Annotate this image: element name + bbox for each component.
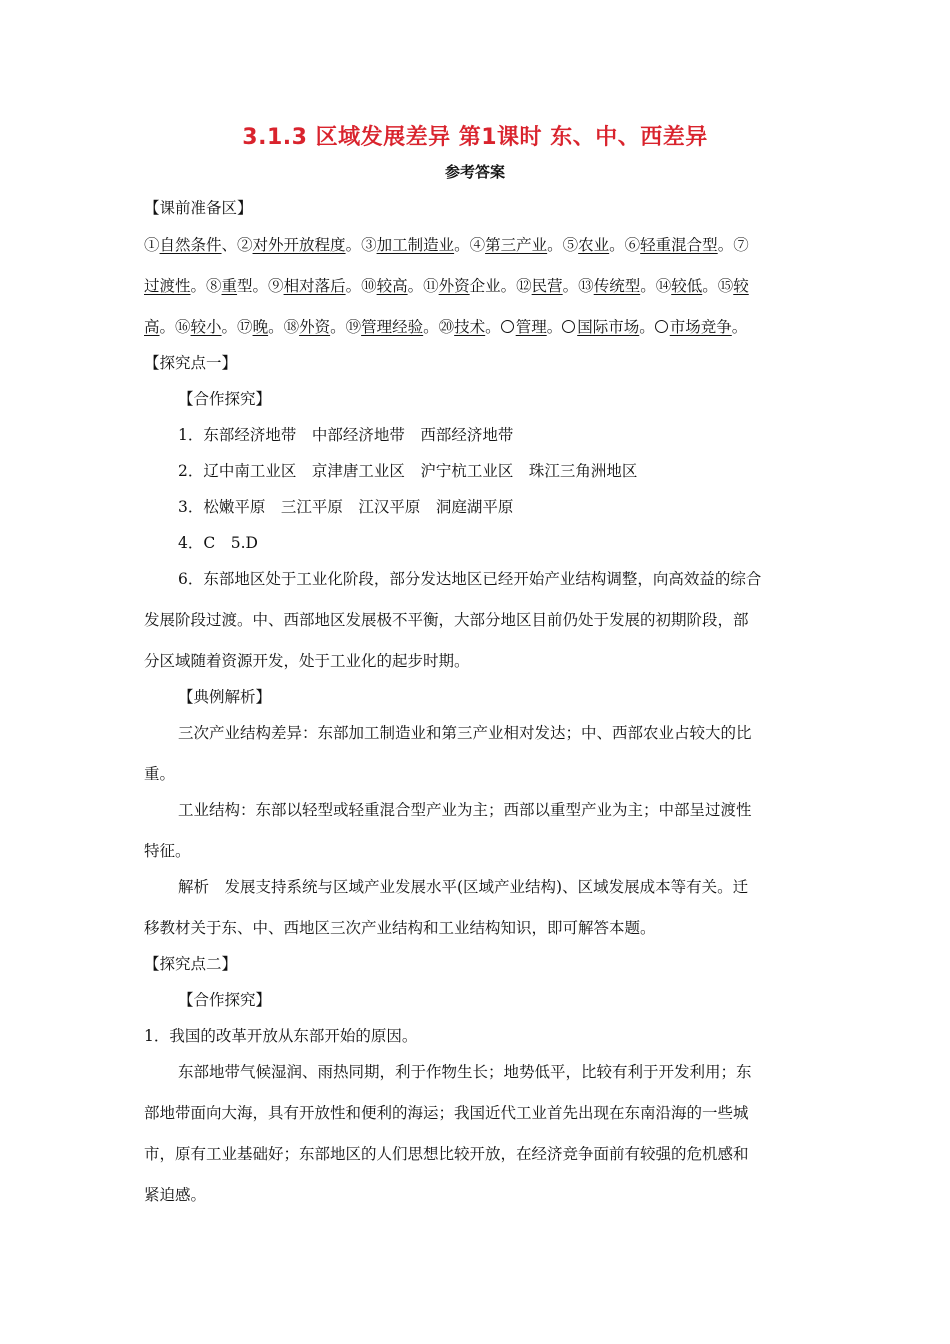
underlined-answer: 外资 xyxy=(299,318,331,336)
answer-line-1 xyxy=(144,233,749,255)
underlined-answer: 较低 xyxy=(671,277,703,295)
underlined-answer: 国际市场 xyxy=(577,318,640,336)
underlined-answer: 市场竞争 xyxy=(669,318,732,336)
circle-marker-icon xyxy=(562,320,575,333)
underlined-answer: 相对落后 xyxy=(283,277,346,295)
paragraph-line: 部地带面向大海，具有开放性和便利的海运；我国近代工业首先出现在东南沿海的一些城 xyxy=(144,1104,749,1122)
answer-text: 。 xyxy=(485,318,501,336)
answer-text: 。③ xyxy=(345,236,377,254)
section-heading-point1: 【探究点一】 xyxy=(144,354,238,372)
underlined-answer: 管理 xyxy=(515,318,547,336)
answer-text: 。 xyxy=(546,318,563,336)
answer-text: 。⑧ xyxy=(190,277,222,295)
list-item: 3．松嫩平原 三江平原 江汉平原 洞庭湖平原 xyxy=(178,498,514,516)
underlined-answer: 过渡性 xyxy=(144,277,191,295)
underlined-answer: 自然条件 xyxy=(159,236,222,254)
paragraph-line: 市，原有工业基础好；东部地区的人们思想比较开放，在经济竞争面前有较强的危机感和 xyxy=(144,1145,749,1163)
subheading-cooperative-2: 【合作探究】 xyxy=(178,991,272,1009)
paragraph-line: 三次产业结构差异：东部加工制造业和第三产业相对发达；中、西部农业占较大的比 xyxy=(178,724,752,742)
section-heading-point2: 【探究点二】 xyxy=(144,955,238,973)
paragraph-line: 特征。 xyxy=(144,842,191,860)
answer-text: 。④ xyxy=(454,236,486,254)
list-item: 2．辽中南工业区 京津唐工业区 沪宁杭工业区 珠江三角洲地区 xyxy=(178,462,638,480)
list-item: 1．东部经济地带 中部经济地带 西部经济地带 xyxy=(178,426,514,444)
underlined-answer: 第三产业 xyxy=(485,236,548,254)
underlined-answer: 技术 xyxy=(454,318,486,336)
paragraph-line: 紧迫感。 xyxy=(144,1186,207,1204)
answer-text: 。⑲ xyxy=(330,318,362,336)
list-item: 4．C 5.D xyxy=(178,534,258,552)
paragraph-line: 工业结构：东部以轻型或轻重混合型产业为主；西部以重型产业为主；中部呈过渡性 xyxy=(178,801,752,819)
answer-line-2 xyxy=(144,274,749,296)
underlined-answer: 对外开放程度 xyxy=(252,236,346,254)
answer-text: 企业。⑫ xyxy=(469,277,532,295)
answer-6-line-1: 6．东部地区处于工业化阶段，部分发达地区已经开始产业结构调整，向高效益的综合 xyxy=(178,570,762,588)
answer-text: 。⑮ xyxy=(702,277,734,295)
paragraph-line: 解析 发展支持系统与区域产业发展水平(区域产业结构)、区域发展成本等有关。迁 xyxy=(178,878,749,896)
underlined-answer: 外资 xyxy=(438,277,470,295)
answer-text: 。⑰ xyxy=(221,318,253,336)
paragraph-line: 移教材关于东、中、西地区三次产业结构和工业结构知识，即可解答本题。 xyxy=(144,919,656,937)
answer-text: 。⑪ xyxy=(407,277,439,295)
section-heading-prep: 【课前准备区】 xyxy=(144,199,253,217)
answer-text: 。⑥ xyxy=(609,236,641,254)
underlined-answer: 民营 xyxy=(531,277,563,295)
answer-text: 。⑳ xyxy=(423,318,455,336)
underlined-answer: 较 xyxy=(733,277,749,295)
paragraph-line: 东部地带气候湿润、雨热同期，利于作物生长；地势低平，比较有利于开发利用；东 xyxy=(178,1063,752,1081)
question-1: 1．我国的改革开放从东部开始的原因。 xyxy=(144,1027,418,1045)
answer-text: 。⑦ xyxy=(717,236,749,254)
subheading-cooperative: 【合作探究】 xyxy=(178,390,272,408)
circle-marker-icon xyxy=(655,320,668,333)
answer-6-line-2: 发展阶段过渡。中、西部地区发展极不平衡，大部分地区目前仍处于发展的初期阶段，部 xyxy=(144,611,749,629)
answer-text: 型。⑨ xyxy=(237,277,284,295)
answer-subtitle: 参考答案 xyxy=(444,163,505,181)
underlined-answer: 加工制造业 xyxy=(376,236,455,254)
answer-text: 。⑭ xyxy=(640,277,672,295)
underlined-answer: 较高 xyxy=(376,277,408,295)
answer-text: 。⑤ xyxy=(547,236,579,254)
underlined-answer: 管理经验 xyxy=(361,318,424,336)
underlined-answer: 高 xyxy=(144,318,160,336)
answer-line-3 xyxy=(144,315,747,337)
answer-6-line-3: 分区域随着资源开发，处于工业化的起步时期。 xyxy=(144,652,470,670)
underlined-answer: 较小 xyxy=(190,318,222,336)
paragraph-line: 重。 xyxy=(144,765,176,783)
document-title: 3.1.3 区域发展差异 第1课时 东、中、西差异 xyxy=(242,125,708,150)
answer-text: 、② xyxy=(221,236,253,254)
underlined-answer: 重 xyxy=(221,277,238,295)
answer-text: 。 xyxy=(731,318,748,336)
answer-text: 。⑱ xyxy=(268,318,300,336)
underlined-answer: 轻重混合型 xyxy=(640,236,718,254)
circle-marker-icon xyxy=(501,320,514,333)
answer-text: ① xyxy=(144,236,160,254)
subheading-example: 【典例解析】 xyxy=(178,688,272,706)
underlined-answer: 晚 xyxy=(252,318,269,336)
underlined-answer: 农业 xyxy=(578,236,610,254)
answer-text: 。⑩ xyxy=(345,277,377,295)
underlined-answer: 传统型 xyxy=(593,277,641,295)
answer-text: 。⑬ xyxy=(562,277,594,295)
answer-text: 。⑯ xyxy=(159,318,191,336)
answer-text: 。 xyxy=(639,318,655,336)
